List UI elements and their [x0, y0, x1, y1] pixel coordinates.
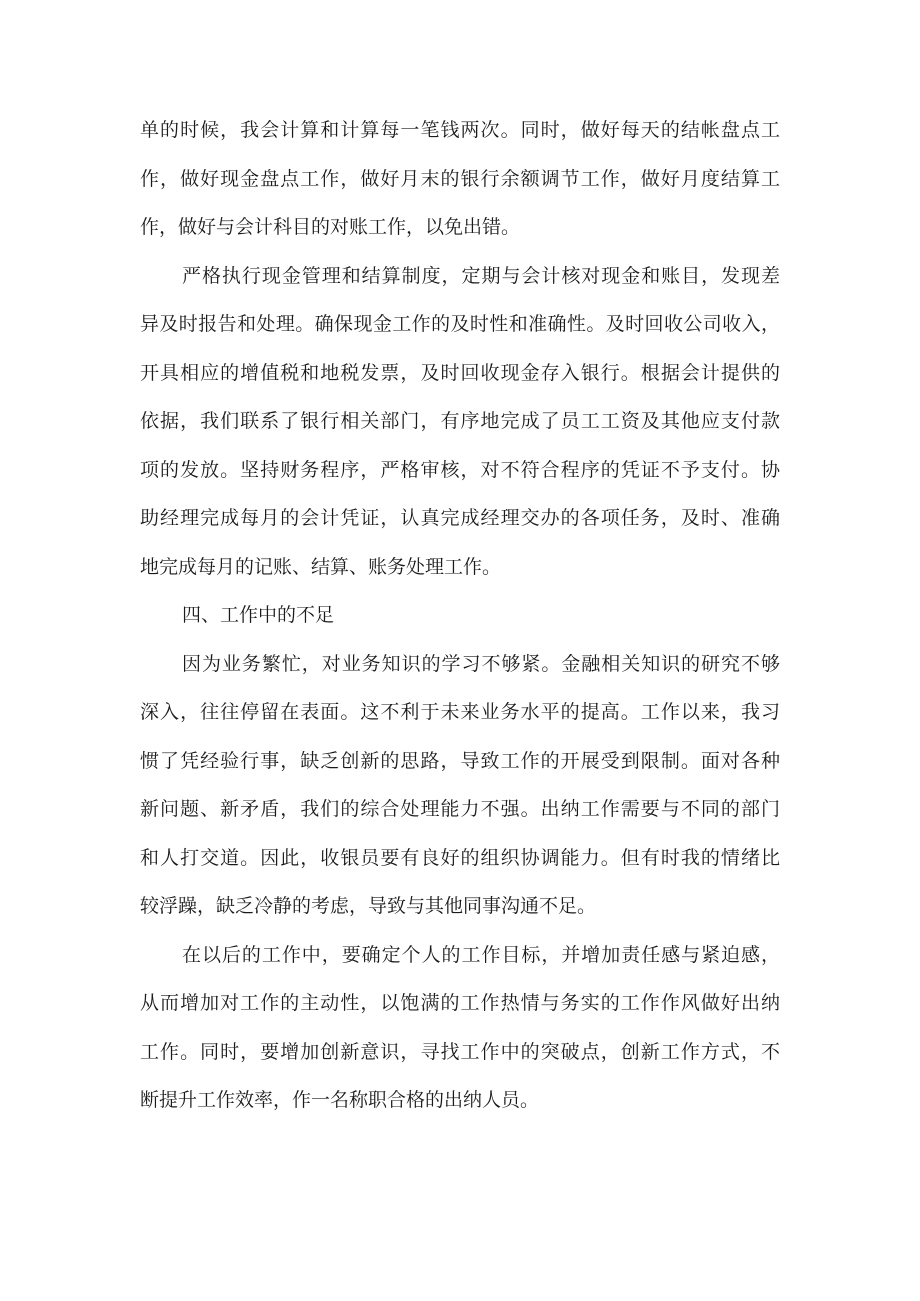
text-line: 工作。同时，要增加创新意识，寻找工作中的突破点，创新工作方式，不 [140, 1040, 780, 1063]
text-line: 异及时报告和处理。确保现金工作的及时性和准确性。及时回收公司收入， [140, 313, 780, 335]
paragraph-1 [140, 106, 780, 252]
text-line: 从而增加对工作的主动性，以饱满的工作热情与务实的工作作风做好出纳 [140, 992, 780, 1014]
text-line: 较浮躁，缺乏冷静的考虑，导致与其他同事沟通不足。 [140, 895, 597, 917]
paragraph-4 [140, 931, 780, 1125]
text-line: 因为业务繁忙，对业务知识的学习不够紧。金融相关知识的研究不够 [182, 652, 780, 675]
text-line: 断提升工作效率，作一名称职合格的出纳人员。 [140, 1089, 540, 1111]
text-line: 和人打交道。因此，收银员要有良好的组织协调能力。但有时我的情绪比 [140, 846, 780, 869]
text-line: 助经理完成每月的会计凭证，认真完成经理交办的各项任务，及时、准确 [140, 507, 780, 529]
text-line: 项的发放。坚持财务程序，严格审核，对不符合程序的凭证不予支付。协 [140, 458, 780, 481]
text-line: 作，做好与会计科目的对账工作，以免出错。 [140, 216, 521, 238]
text-line: 严格执行现金管理和结算制度，定期与会计核对现金和账目，发现差 [182, 264, 780, 287]
text-line: 惯了凭经验行事，缺乏创新的思路，导致工作的开展受到限制。面对各种 [140, 749, 780, 772]
section-heading [140, 591, 780, 640]
text-line: 开具相应的增值税和地税发票，及时回收现金存入银行。根据会计提供的 [140, 361, 780, 384]
text-line: 在以后的工作中，要确定个人的工作目标，并增加责任感与紧迫感， [182, 943, 780, 966]
paragraph-3 [140, 640, 780, 931]
text-line: 作，做好现金盘点工作，做好月末的银行余额调节工作，做好月度结算工 [140, 167, 780, 190]
text-line: 依据，我们联系了银行相关部门，有序地完成了员工工资及其他应支付款 [140, 410, 780, 432]
text-line: 单的时候，我会计算和计算每一笔钱两次。同时，做好每天的结帐盘点工 [140, 119, 780, 141]
text-line: 地完成每月的记账、结算、账务处理工作。 [140, 555, 502, 578]
document-body [140, 106, 780, 1125]
heading-text: 四、工作中的不足 [182, 604, 335, 626]
text-line: 新问题、新矛盾，我们的综合处理能力不强。出纳工作需要与不同的部门 [140, 798, 780, 820]
paragraph-2 [140, 252, 780, 592]
text-line: 深入，往往停留在表面。这不利于未来业务水平的提高。工作以来，我习 [140, 701, 780, 723]
